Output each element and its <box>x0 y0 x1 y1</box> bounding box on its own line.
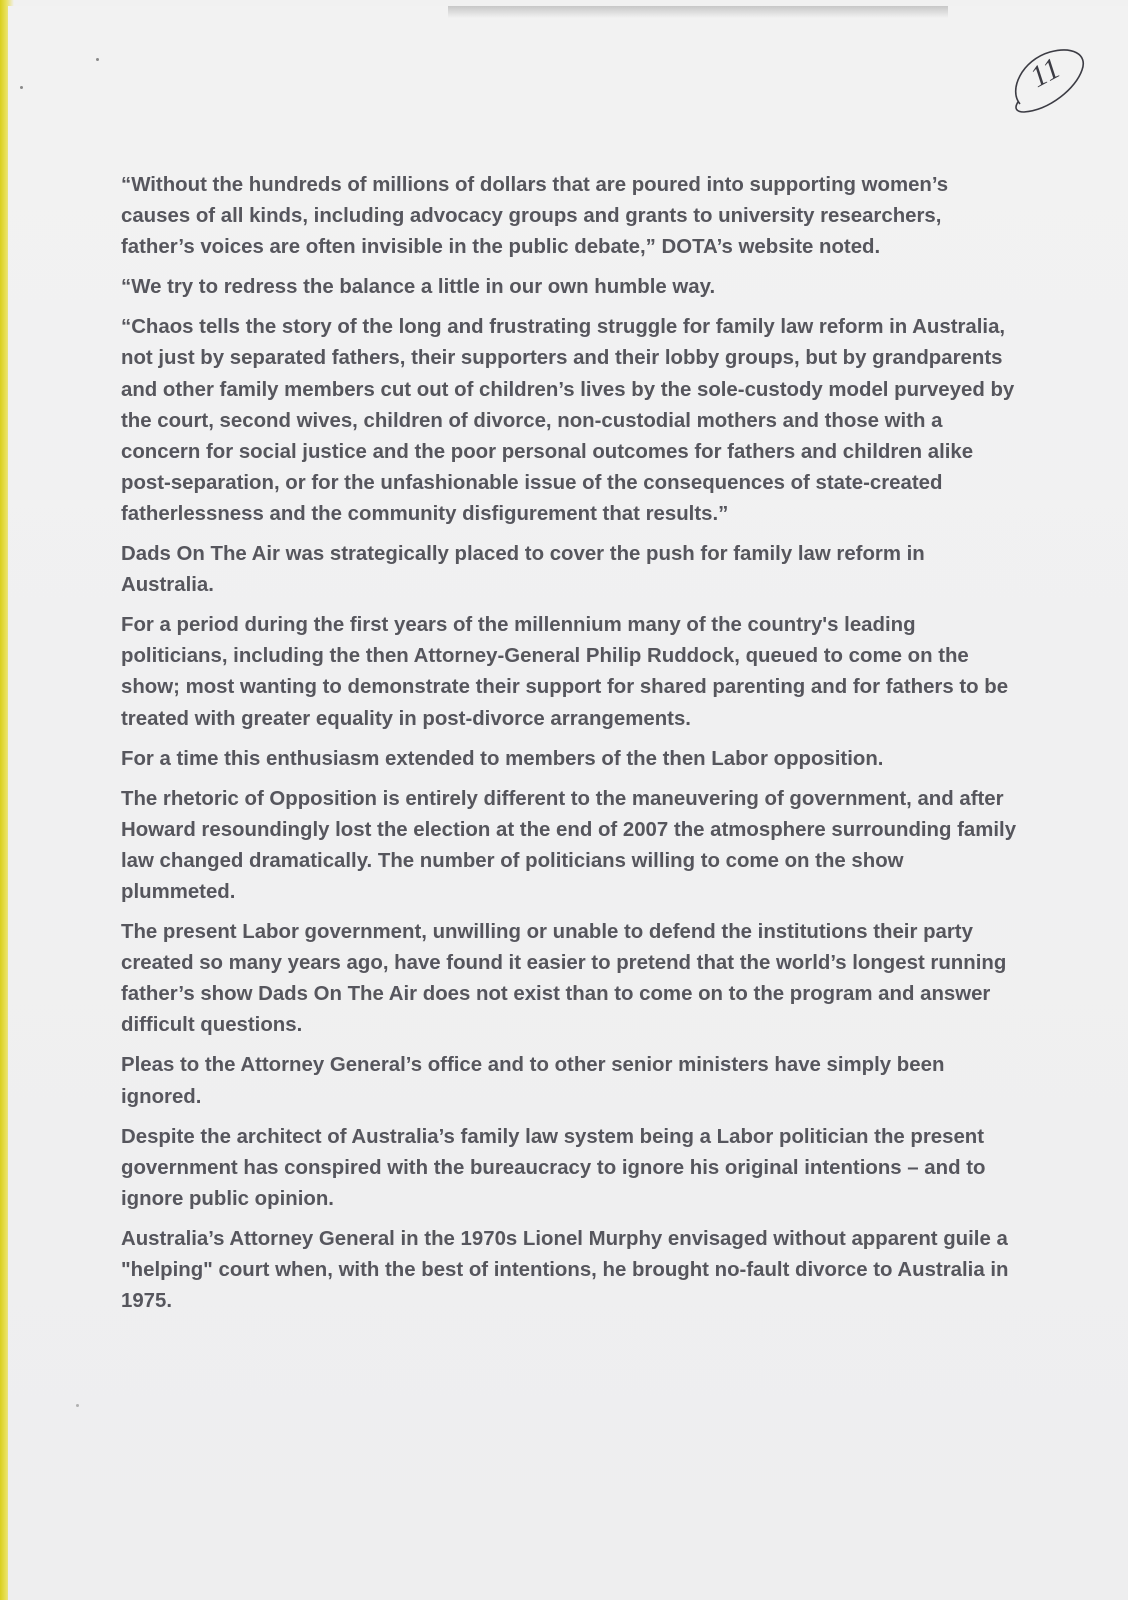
paragraph: Dads On The Air was strategically placed to cover the push for family law reform in Australia. <box>121 543 925 597</box>
paper-sheet <box>8 6 1128 1600</box>
article-body <box>121 170 1019 1326</box>
dust-speck <box>76 1404 79 1407</box>
dust-speck <box>96 58 99 61</box>
paragraph: Pleas to the Attorney General’s office and to other senior ministers have simply been ignored. <box>121 1054 945 1108</box>
handwritten-page-number <box>1008 46 1092 116</box>
paragraph: For a time this enthusiasm extended to members of the then Labor opposition. <box>121 747 884 770</box>
paragraph: “We try to redress the balance a little in our own humble way. <box>121 276 716 299</box>
paragraph: For a period during the first years of the millennium many of the country's leading politicians, including the then Attorney-General Philip Ruddock, queued to come on the show; most wanting to demonstrate their support for shared parenting and for fathers to be treated with greater equality in post-divorce arrangements. <box>121 614 1009 730</box>
page-number-text: 11 <box>1024 50 1067 95</box>
dust-speck <box>20 86 23 89</box>
paragraph: The present Labor government, unwilling or unable to defend the institutions their party created so many years ago, have found it easier to pretend that the world’s longest running father’s show Dads On The Air does not exist than to come on to the program and answer difficult questions. <box>121 921 1007 1037</box>
paragraph: Australia’s Attorney General in the 1970s Lionel Murphy envisaged without apparent guile a "helping" court when, with the best of intentions, he brought no-fault divorce to Australia in 1975. <box>121 1227 1009 1313</box>
paragraph: “Without the hundreds of millions of dollars that are poured into supporting women’s causes of all kinds, including advocacy groups and grants to university researchers, father’s voices are often invisible in the public debate,” DOTA’s website noted. <box>121 174 949 259</box>
paragraph: “Chaos tells the story of the long and frustrating struggle for family law reform in Australia, not just by separated fathers, their supporters and their lobby groups, but by grandparents and other family members cut out of children’s lives by the sole-custody model purveyed by the court, second wives, children of divorce, non-custodial mothers and those with a concern for social justice and the poor personal outcomes for fathers and children alike post-separation, or for the unfashionable issue of the consequences of state-created fatherlessness and the community disfigurement that results.” <box>121 316 1015 525</box>
paragraph: The rhetoric of Opposition is entirely different to the maneuvering of government, and after Howard resoundingly lost the election at the end of 2007 the atmosphere surrounding family law changed dramatically. The number of politicians willing to come on the show plummeted. <box>121 787 1017 903</box>
paragraph: Despite the architect of Australia’s family law system being a Labor politician the present government has conspired with the bureaucracy to ignore his original intentions – and to ignore public opinion. <box>121 1125 986 1210</box>
scan-shadow <box>448 6 948 18</box>
